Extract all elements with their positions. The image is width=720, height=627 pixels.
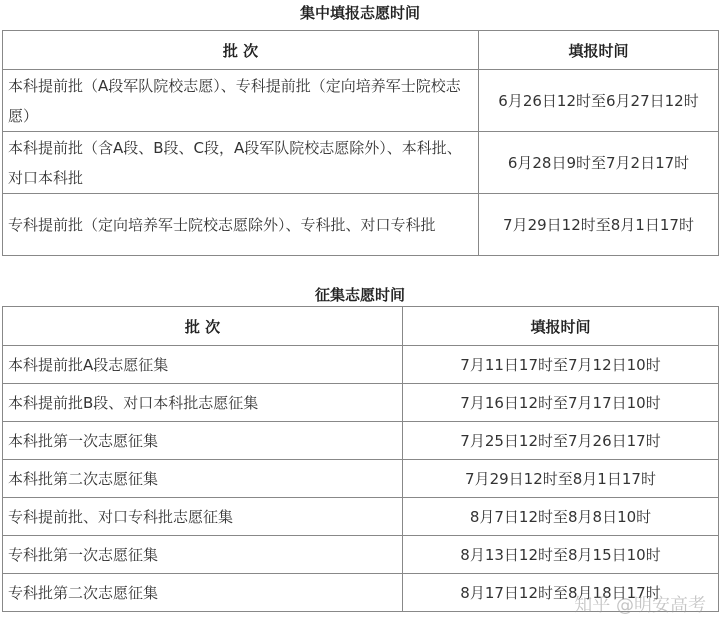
centralized-application-table	[2, 30, 719, 256]
table-row	[3, 498, 719, 536]
time-cell: 7月11日17时至7月12日10时	[403, 346, 719, 384]
time-cell: 8月7日12时至8月8日10时	[403, 498, 719, 536]
batch-cell: 本科提前批（含A段、B段、C段，A段军队院校志愿除外）、本科批、对口本科批	[3, 132, 479, 194]
time-cell: 6月26日12时至6月27日12时	[479, 70, 719, 132]
header-time: 填报时间	[403, 307, 719, 346]
header-batch: 批 次	[3, 31, 479, 70]
batch-cell: 专科提前批（定向培养军士院校志愿除外）、专科批、对口专科批	[3, 194, 479, 256]
header-batch: 批 次	[3, 307, 403, 346]
watermark: 知乎 @明安高考	[574, 595, 706, 616]
time-cell: 8月13日12时至8月15日10时	[403, 536, 719, 574]
batch-cell: 本科提前批（A段军队院校志愿）、专科提前批（定向培养军士院校志愿）	[3, 70, 479, 132]
batch-cell: 本科提前批A段志愿征集	[3, 346, 403, 384]
section1-title: 集中填报志愿时间	[299, 4, 420, 22]
batch-cell: 本科批第二次志愿征集	[3, 460, 403, 498]
section2-title: 征集志愿时间	[314, 286, 405, 304]
time-cell: 7月29日12时至8月1日17时	[403, 460, 719, 498]
batch-cell: 专科提前批、对口专科批志愿征集	[3, 498, 403, 536]
table-row	[3, 422, 719, 460]
table-row	[3, 194, 719, 256]
table-row	[3, 384, 719, 422]
header-time: 填报时间	[479, 31, 719, 70]
batch-cell: 专科批第一次志愿征集	[3, 536, 403, 574]
table-row	[3, 346, 719, 384]
time-cell: 7月25日12时至7月26日17时	[403, 422, 719, 460]
time-cell: 7月16日12时至7月17日10时	[403, 384, 719, 422]
time-cell: 6月28日9时至7月2日17时	[479, 132, 719, 194]
table-header-row	[3, 307, 719, 346]
time-cell: 7月29日12时至8月1日17时	[479, 194, 719, 256]
batch-cell: 本科提前批B段、对口本科批志愿征集	[3, 384, 403, 422]
table-row	[3, 536, 719, 574]
table-row	[3, 132, 719, 194]
batch-cell: 专科批第二次志愿征集	[3, 574, 403, 612]
time-cell: 8月17日12时至8月18日17时	[403, 574, 719, 612]
batch-cell: 本科批第一次志愿征集	[3, 422, 403, 460]
table-row	[3, 460, 719, 498]
table-row	[3, 70, 719, 132]
supplementary-application-table	[2, 306, 719, 612]
table-header-row	[3, 31, 719, 70]
